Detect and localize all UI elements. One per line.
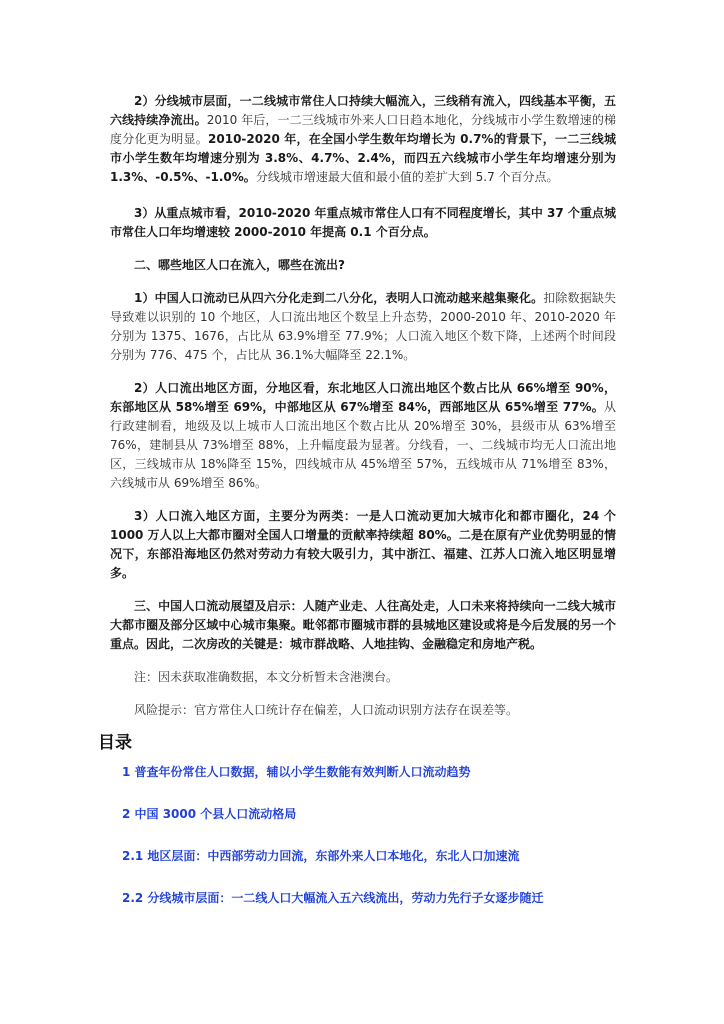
paragraph-tier-cities <box>110 92 616 187</box>
section-heading-2: 二、哪些地区人口在流入，哪些在流出? <box>134 258 345 272</box>
paragraph-normal-text: 从行政建制看，地级及以上城市人口流出地区个数占比从 20%增至 30%，县级市从 63%增至 76%，建制县从 73%增至 88%，上升幅度最为显著。分线看，一、二线城市均无人口流出地区，三线城市从 18%降至 15%，四线城市从 45%增至 57%，五线城市从 71%增至 83%，六线城市从 69%增至 86%。 <box>110 400 616 490</box>
toc-item-2-1[interactable]: 2.1 地区层面：中西部劳动力回流，东部外来人口本地化，东北人口加速流 <box>122 849 520 863</box>
toc-item-1[interactable]: 1 普查年份常住人口数据，辅以小学生数能有效判断人口流动趋势 <box>122 765 471 779</box>
paragraph-normal-text: 2010 年后，一二三线城市外来人口日趋本地化，分线城市小学生数增速的梯度分化更为明显。 <box>110 113 616 146</box>
toc-item-2[interactable]: 2 中国 3000 个县人口流动格局 <box>122 807 297 821</box>
note-scope: 注：因未获取准确数据，本文分析暂未含港澳台。 <box>134 670 399 684</box>
paragraph-normal-text: 分线城市增速最大值和最小值的差扩大到 5.7 个百分点。 <box>255 170 559 184</box>
paragraph-bold-lead: 2）分线城市层面，一二线城市常住人口持续大幅流入，三线稍有流入，四线基本平衡，五六线持续净流出。 <box>110 94 616 127</box>
paragraph-inflow-regions: 3）人口流入地区方面，主要分为两类：一是人口流动更加大城市化和都市圈化，24 个 1000 万人以上大都市圈对全国人口增量的贡献率持续超 80%。二是在原有产业优势明显的情况下，东部沿海地区仍然对劳动力有较大吸引力，其中浙江、福建、江苏人口流入地区明显增多。 <box>110 509 616 580</box>
document-page <box>98 92 616 906</box>
paragraph-bold-lead: 1）中国人口流动已从四六分化走到二八分化，表明人口流动越来越集聚化。 <box>134 291 544 305</box>
paragraph-key-cities: 3）从重点城市看，2010-2020 年重点城市常住人口有不同程度增长，其中 37 个重点城市常住人口年均增速较 2000-2010 年提高 0.1 个百分点。 <box>110 206 616 239</box>
paragraph-concentration <box>110 289 616 365</box>
toc-title: 目录 <box>98 733 132 753</box>
table-of-contents <box>98 728 616 906</box>
note-risk: 风险提示：官方常住人口统计存在偏差，人口流动识别方法存在误差等。 <box>134 703 519 717</box>
toc-item-2-2[interactable]: 2.2 分线城市层面：一二线人口大幅流入五六线流出，劳动力先行子女逐步随迁 <box>122 891 544 905</box>
paragraph-bold-text: 2010-2020 年，在全国小学生数年均增长为 0.7%的背景下，一二三线城市小学生数年均增速分别为 3.8%、4.7%、2.4%，而四五六线城市小学生年均增速分别为 1.3%、-0.5%、-1.0%。 <box>110 132 616 184</box>
paragraph-outlook: 三、中国人口流动展望及启示：人随产业走、人往高处走，人口未来将持续向一二线大城市大都市圈及部分区域中心城市集聚。毗邻都市圈城市群的县城地区建设或将是今后发展的另一个重点。因此，二次房改的关键是：城市群战略、人地挂钩、金融稳定和房地产税。 <box>110 599 616 651</box>
paragraph-normal-text: 扣除数据缺失导致难以识别的 10 个地区，人口流出地区个数呈上升态势，2000-2010 年、2010-2020 年分别为 1375、1676，占比从 63.9%增至 77.9%；人口流入地区个数下降，上述两个时间段分别为 776、475 个，占比从 36.1%大幅降至 22.1%。 <box>110 291 616 362</box>
paragraph-outflow-regions <box>110 379 616 493</box>
paragraph-bold-lead: 2）人口流出地区方面，分地区看，东北地区人口流出地区个数占比从 66%增至 90%，东部地区从 58%增至 69%，中部地区从 67%增至 84%，西部地区从 65%增至 77%。 <box>110 381 616 414</box>
